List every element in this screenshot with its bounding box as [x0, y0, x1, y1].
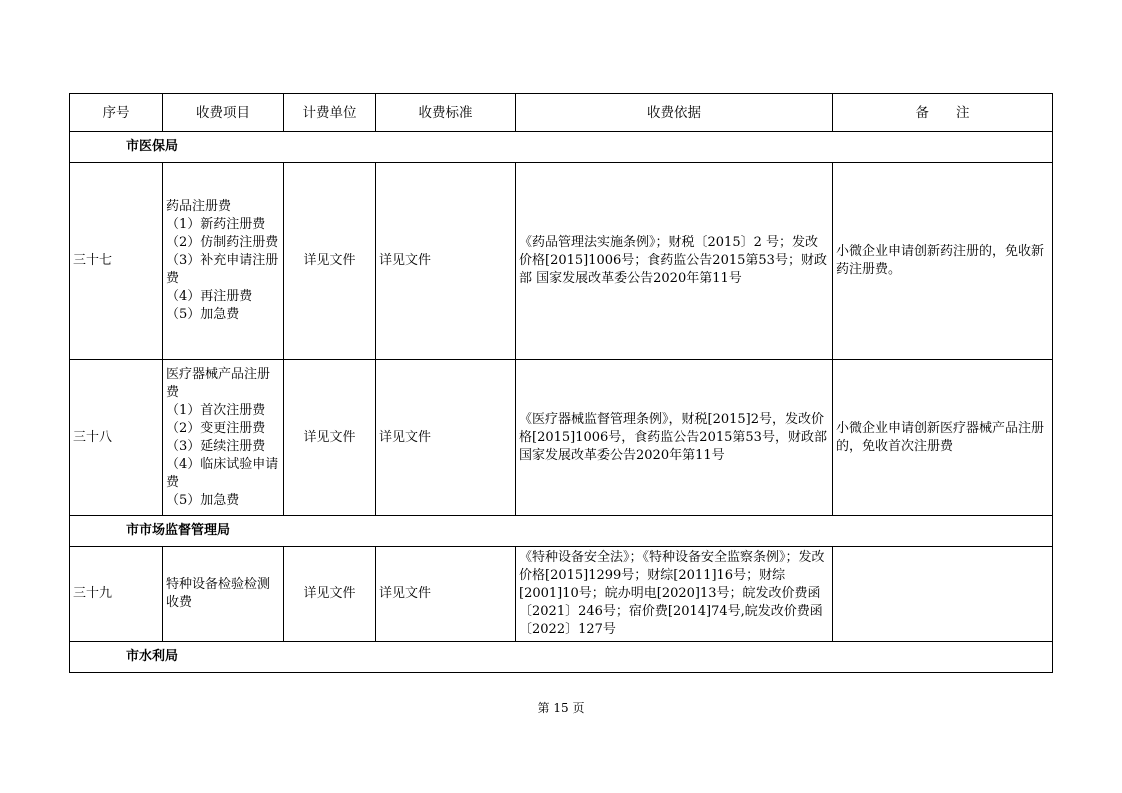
row-item [163, 360, 284, 516]
row-standard: 详见文件 [376, 163, 516, 360]
fee-table [69, 93, 1053, 673]
row-seq: 三十九 [70, 547, 163, 642]
section-title: 市水利局 [70, 642, 1053, 673]
row-basis: 《医疗器械监督管理条例》，财税[2015]2号，发改价格[2015]1006号，食药监公告2015第53号，财政部 国家发展改革委公告2020年第11号 [516, 360, 833, 516]
header-row [70, 94, 1053, 132]
row-item [163, 547, 284, 642]
item-line: （2）仿制药注册费 [166, 235, 279, 250]
item-line: 药品注册费 [166, 199, 232, 214]
row-item [163, 163, 284, 360]
item-line: （5）加急费 [166, 492, 240, 508]
item-line: （5）加急费 [166, 307, 240, 322]
row-note: 小微企业申请创新药注册的，免收新药注册费。 [833, 163, 1053, 360]
item-line: （2）变更注册费 [166, 420, 266, 436]
item-line: （4）再注册费 [166, 289, 253, 304]
row-note [833, 547, 1053, 642]
page-number: 第 15 页 [537, 701, 585, 715]
section-title: 市市场监督管理局 [70, 516, 1053, 547]
header-seq: 序号 [70, 94, 163, 132]
section-row [70, 516, 1053, 547]
header-item: 收费项目 [163, 94, 284, 132]
table-row [70, 163, 1053, 360]
section-row [70, 132, 1053, 163]
header-note: 备 注 [833, 94, 1053, 132]
row-note: 小微企业申请创新医疗器械产品注册的，免收首次注册费 [833, 360, 1053, 516]
row-basis: 《药品管理法实施条例》；财税〔2015〕2 号；发改价格[2015]1006号；食药监公告2015第53号；财政部 国家发展改革委公告2020年第11号 [516, 163, 833, 360]
item-line: （4）临床试验申请费 [166, 456, 279, 490]
row-standard: 详见文件 [376, 547, 516, 642]
header-basis: 收费依据 [516, 94, 833, 132]
row-seq: 三十七 [70, 163, 163, 360]
item-line: （1）新药注册费 [166, 217, 266, 232]
row-unit: 详见文件 [284, 547, 376, 642]
item-line: 医疗器械产品注册费 [166, 366, 271, 400]
item-line: （3）延续注册费 [166, 438, 266, 454]
header-standard: 收费标准 [376, 94, 516, 132]
header-unit: 计费单位 [284, 94, 376, 132]
row-basis: 《特种设备安全法》；《特种设备安全监察条例》；发改价格[2015]1299号；财综[2011]16号；财综[2001]10号；皖办明电[2020]13号；皖发改价费函〔2021〕246号；宿价费[2014]74号,皖发改价费函〔2022〕127号 [516, 547, 833, 642]
row-unit: 详见文件 [284, 163, 376, 360]
table-row [70, 360, 1053, 516]
row-standard: 详见文件 [376, 360, 516, 516]
item-line: 特种设备检验检测收费 [166, 577, 271, 610]
table-row [70, 547, 1053, 642]
section-title: 市医保局 [70, 132, 1053, 163]
section-row [70, 642, 1053, 673]
item-line: （3）补充申请注册费 [166, 253, 279, 286]
row-unit: 详见文件 [284, 360, 376, 516]
row-seq: 三十八 [70, 360, 163, 516]
item-line: （1）首次注册费 [166, 402, 266, 418]
